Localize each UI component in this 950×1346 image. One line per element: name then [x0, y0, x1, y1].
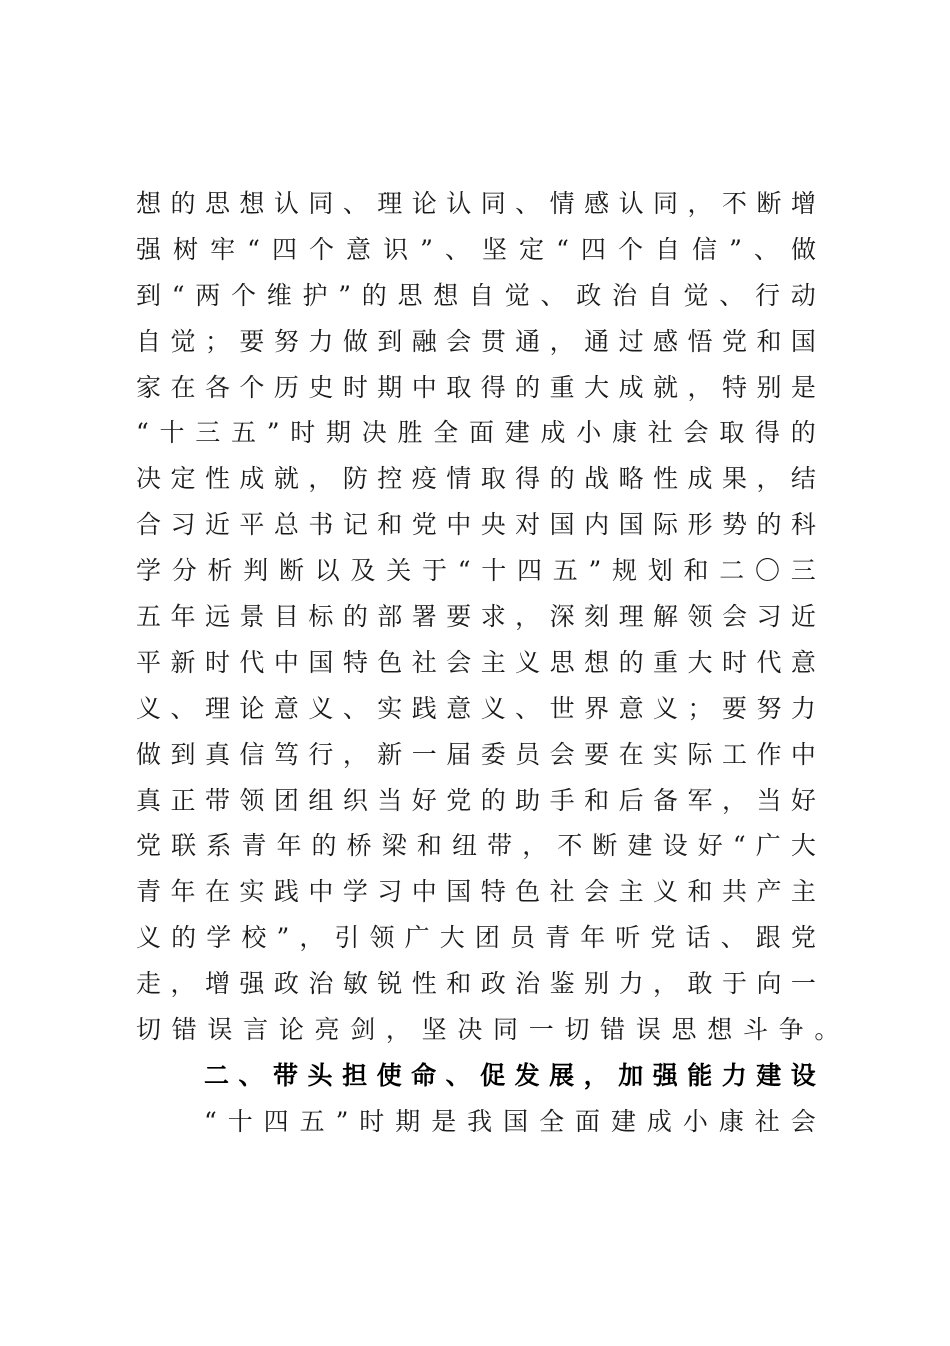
paragraph-first-line: “ 十 四 五 ” 时 期 是 我 国 全 面 建 成 小 康 社 会	[204, 1106, 816, 1136]
text-line: 做 到 真 信 笃 行 ， 新 一 届 委 员 会 要 在 实 际 工 作 中	[136, 739, 816, 769]
text-line: 学 分 析 判 断 以 及 关 于 “ 十 四 五 ” 规 划 和 二 〇 三	[136, 556, 816, 586]
text-line: 到 “ 两 个 维 护 ” 的 思 想 自 觉 、 政 治 自 觉 、 行 动	[136, 280, 816, 310]
text-line: 平 新 时 代 中 国 特 色 社 会 主 义 思 想 的 重 大 时 代 意	[136, 647, 816, 677]
text-line: 义 的 学 校 ” ， 引 领 广 大 团 员 青 年 听 党 话 、 跟 党	[136, 923, 816, 953]
body-text	[136, 181, 840, 1145]
text-line: 义 、 理 论 意 义 、 实 践 意 义 、 世 界 意 义 ； 要 努 力	[136, 693, 816, 723]
text-line: 决 定 性 成 就 ， 防 控 疫 情 取 得 的 战 略 性 成 果 ， 结	[136, 464, 816, 494]
text-line: “ 十 三 五 ” 时 期 决 胜 全 面 建 成 小 康 社 会 取 得 的	[136, 418, 816, 448]
text-line: 家 在 各 个 历 史 时 期 中 取 得 的 重 大 成 就 ， 特 别 是	[136, 372, 816, 402]
text-line: 合 习 近 平 总 书 记 和 党 中 央 对 国 内 国 际 形 势 的 科	[136, 510, 816, 540]
section-heading: 二 、 带 头 担 使 命 、 促 发 展 ， 加 强 能 力 建 设	[204, 1060, 816, 1090]
text-line: 切 错 误 言 论 亮 剑 ， 坚 决 同 一 切 错 误 思 想 斗 争 。	[136, 1015, 840, 1045]
text-line: 党 联 系 青 年 的 桥 梁 和 纽 带 ， 不 断 建 设 好 “ 广 大	[136, 831, 816, 861]
text-line: 走 ， 增 强 政 治 敏 锐 性 和 政 治 鉴 别 力 ， 敢 于 向 一	[136, 969, 816, 999]
text-line: 五 年 远 景 目 标 的 部 署 要 求 ， 深 刻 理 解 领 会 习 近	[136, 602, 816, 632]
text-line: 想 的 思 想 认 同 、 理 论 认 同 、 情 感 认 同 ， 不 断 增	[136, 189, 816, 218]
text-line: 自 觉 ； 要 努 力 做 到 融 会 贯 通 ， 通 过 感 悟 党 和 国	[136, 326, 816, 356]
text-line: 真 正 带 领 团 组 织 当 好 党 的 助 手 和 后 备 军 ， 当 好	[136, 785, 816, 815]
text-line: 青 年 在 实 践 中 学 习 中 国 特 色 社 会 主 义 和 共 产 主	[136, 877, 816, 907]
text-line: 强 树 牢 “ 四 个 意 识 ” 、 坚 定 “ 四 个 自 信 ” 、 做	[136, 234, 816, 264]
